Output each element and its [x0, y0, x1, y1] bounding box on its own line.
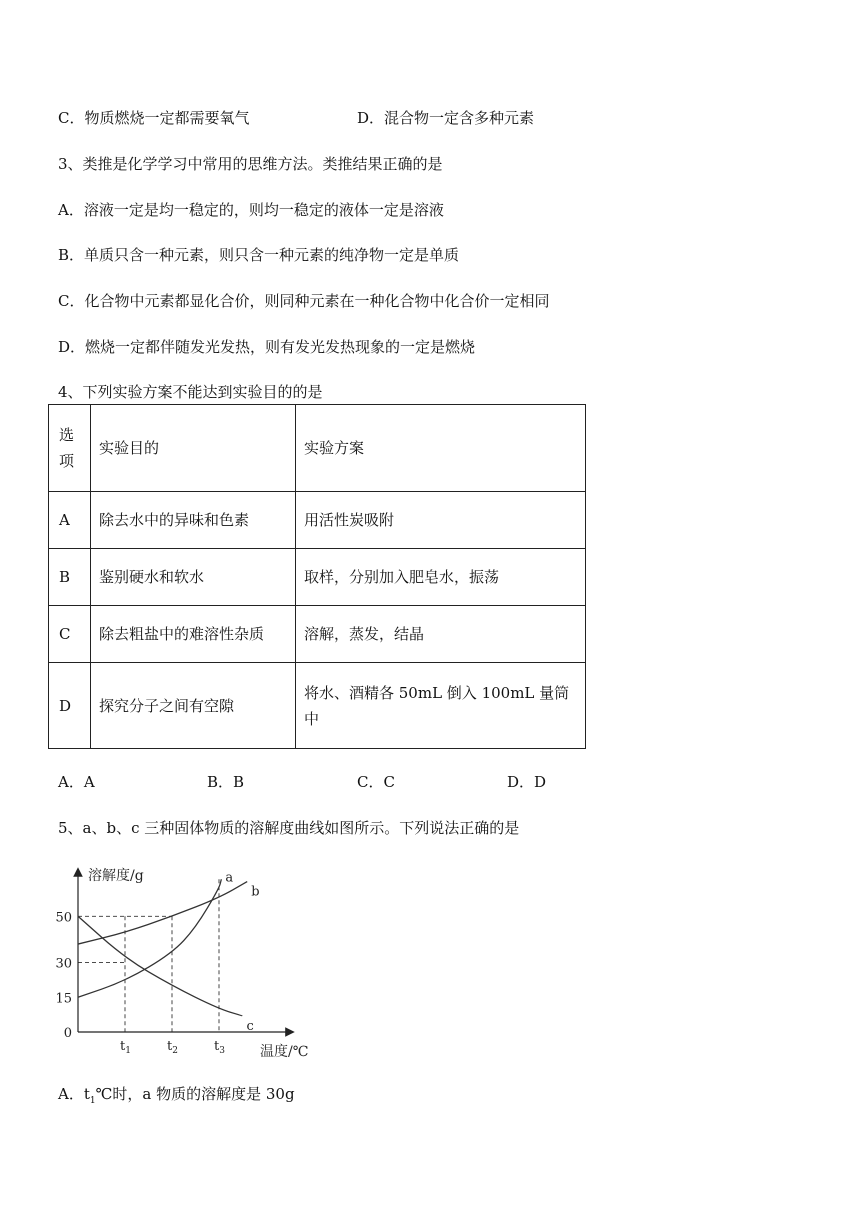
row-plan-line2: 中: [304, 709, 320, 728]
row-option: A: [49, 492, 91, 549]
table-row: [49, 606, 586, 663]
guide-lines: [78, 879, 219, 1032]
row-plan: [296, 663, 586, 749]
x-tick-label: $t_3$: [214, 1039, 225, 1056]
row-purpose: 除去水中的异味和色素: [91, 492, 296, 549]
q2-option-c: C．物质燃烧一定都需要氧气: [58, 109, 250, 127]
y-tick-labels: [55, 910, 72, 1041]
header-plan: 实验方案: [296, 405, 586, 492]
row-option: D: [49, 663, 91, 749]
row-purpose: 鉴别硬水和软水: [91, 549, 296, 606]
q3-option-d: D．燃烧一定都伴随发光发热，则有发光发热现象的一定是燃烧: [58, 338, 476, 356]
row-purpose: 探究分子之间有空隙: [91, 663, 296, 749]
row-plan: 用活性炭吸附: [296, 492, 586, 549]
q4-answer-d: D．D: [507, 773, 547, 791]
x-axis-label: 温度/℃: [260, 1044, 309, 1060]
table-row: [49, 663, 586, 749]
table-row: [49, 549, 586, 606]
q3-option-c: C．化合物中元素都显化合价，则同种元素在一种化合物中化合价一定相同: [58, 292, 550, 310]
row-plan: 取样，分别加入肥皂水，振荡: [296, 549, 586, 606]
q3-stem: 3、类推是化学学习中常用的思维方法。类推结果正确的是: [58, 155, 443, 173]
row-plan: 溶解，蒸发，结晶: [296, 606, 586, 663]
x-tick-label: $t_2$: [167, 1039, 178, 1056]
q4-answer-b: B．B: [207, 773, 245, 791]
solubility-chart: [50, 860, 350, 1060]
curves: [78, 870, 260, 1034]
series-label-b: b: [251, 884, 260, 900]
header-option-line1: 选: [59, 426, 75, 444]
y-tick-label: 30: [55, 956, 72, 972]
q4-stem: 4、下列实验方案不能达到实验目的的是: [58, 383, 323, 401]
row-option: B: [49, 549, 91, 606]
series-label-a: a: [225, 870, 234, 886]
y-tick-label: 0: [63, 1026, 72, 1041]
q4-answer-a: A．A: [58, 773, 95, 791]
q5-option-a: [58, 1084, 295, 1111]
q4-answer-c: C．C: [357, 773, 395, 791]
q5-stem: 5、a、b、c 三种固体物质的溶解度曲线如图所示。下列说法正确的是: [58, 819, 520, 837]
row-purpose: 除去粗盐中的难溶性杂质: [91, 606, 296, 663]
y-tick-label: 15: [55, 991, 72, 1007]
q2-option-d: D．混合物一定含多种元素: [357, 109, 535, 127]
curve-b: [78, 882, 247, 944]
header-option: [49, 405, 91, 492]
curve-c: [78, 916, 243, 1016]
table-row: [49, 492, 586, 549]
q5-option-a-suffix: ℃时，a 物质的溶解度是 30g: [95, 1085, 295, 1103]
row-plan-line1: 将水、酒精各 50mL 倒入 100mL 量筒: [304, 683, 570, 702]
table-header-row: [49, 405, 586, 492]
experiment-table: [48, 404, 586, 749]
x-tick-labels: [120, 1039, 225, 1056]
q5-option-a-sub: 1: [89, 1096, 96, 1106]
q3-option-b: B．单质只含一种元素，则只含一种元素的纯净物一定是单质: [58, 246, 460, 264]
x-tick-label: $t_1$: [120, 1039, 131, 1056]
q5-option-a-prefix: A．t: [58, 1085, 90, 1103]
q3-option-a: A．溶液一定是均一稳定的，则均一稳定的液体一定是溶液: [58, 201, 444, 219]
header-purpose: 实验目的: [91, 405, 296, 492]
header-option-line2: 项: [59, 452, 75, 470]
y-axis-label: 溶解度/g: [88, 868, 144, 884]
series-label-c: c: [246, 1018, 254, 1034]
y-tick-label: 50: [55, 910, 72, 926]
row-option: C: [49, 606, 91, 663]
